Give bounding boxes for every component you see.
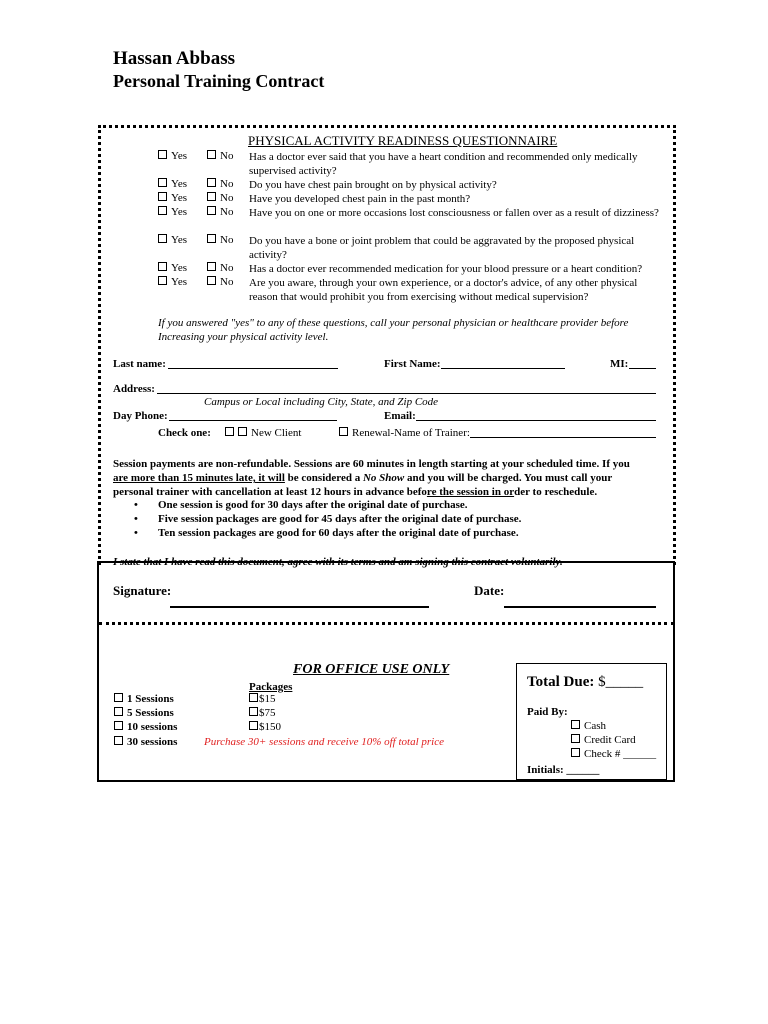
- policy-line: [113, 471, 673, 485]
- email-label: Email:: [384, 410, 416, 422]
- checkbox-icon: [207, 276, 216, 285]
- policy-text-segment: der to reschedule.: [514, 486, 598, 498]
- no-option[interactable]: [207, 178, 233, 190]
- yes-label: Yes: [171, 276, 188, 288]
- yes-label: Yes: [171, 150, 188, 162]
- yes-option[interactable]: [158, 276, 187, 288]
- checkbox-icon: [207, 262, 216, 271]
- list-item: • One session is good for 30 days after the original date of purchase.: [158, 498, 658, 512]
- frame-left-border: [98, 125, 101, 565]
- address-label: Address:: [113, 383, 155, 395]
- checkbox-icon: [339, 427, 348, 436]
- checkbox-icon: [158, 192, 167, 201]
- address-field[interactable]: [157, 393, 656, 394]
- policy-text-segment: personal trainer with cancellation at least 12 hours in advance befo: [113, 486, 427, 498]
- yes-label: Yes: [171, 192, 188, 204]
- no-label: No: [220, 192, 234, 204]
- total-due-value: $_____: [598, 674, 644, 690]
- no-label: No: [220, 276, 234, 288]
- frame-right-border: [673, 125, 676, 565]
- office-divider: [99, 622, 674, 625]
- checkbox-icon: [158, 262, 167, 271]
- signature-label: Signature:: [113, 583, 172, 598]
- yes-option[interactable]: [158, 234, 187, 246]
- checkbox-icon: [238, 427, 247, 436]
- date-label: Date:: [474, 583, 505, 598]
- yes-option[interactable]: [158, 262, 187, 274]
- total-due-label: Total Due:: [527, 674, 599, 690]
- session-label: 1 Sessions: [127, 693, 174, 705]
- mi-label: MI:: [610, 358, 629, 370]
- checkbox-icon: [571, 734, 580, 743]
- no-option[interactable]: [207, 262, 233, 274]
- price-label: $150: [259, 721, 281, 733]
- yes-option[interactable]: [158, 206, 187, 218]
- no-show-text: No Show: [362, 472, 405, 484]
- price-label: $75: [259, 707, 276, 719]
- promo-text: Purchase 30+ sessions and receive 10% off total price: [204, 736, 445, 748]
- contract-title: Personal Training Contract: [113, 71, 325, 91]
- question-text: Has a doctor ever recommended medication for your blood pressure or a heart condition?: [249, 263, 643, 275]
- policy-line: [113, 485, 673, 499]
- question-text: Have you developed chest pain in the past month?: [249, 193, 471, 205]
- agreement-statement: I state that I have read this document, agree with its terms and am signing this contract voluntarily.: [113, 556, 563, 568]
- checkbox-icon: [158, 234, 167, 243]
- checkbox-icon: [207, 192, 216, 201]
- checkbox-icon: [571, 748, 580, 757]
- price-label: $15: [259, 693, 276, 705]
- no-option[interactable]: [207, 150, 233, 162]
- session-option[interactable]: [114, 706, 174, 720]
- checkbox-icon: [207, 206, 216, 215]
- question-text: Are you aware, through your own experience, or a doctor's advice, of any other physical reason that would prohibit you from exercising without medical supervision?: [249, 277, 638, 303]
- yes-label: Yes: [171, 262, 188, 274]
- no-option[interactable]: [207, 234, 233, 246]
- checkbox-icon: [114, 707, 123, 716]
- day-phone-label: Day Phone:: [113, 410, 168, 422]
- no-option[interactable]: [207, 192, 233, 204]
- email-field[interactable]: [416, 420, 656, 421]
- owner-name: Hassan Abbass: [113, 48, 235, 69]
- total-due: [527, 674, 643, 691]
- checkbox-icon: [207, 234, 216, 243]
- policy-text-segment: be considered a: [284, 472, 363, 484]
- packages-label: Packages: [249, 681, 293, 693]
- new-client-label: New Client: [251, 427, 302, 439]
- trainer-name-field[interactable]: [470, 437, 656, 438]
- last-name-label: Last name:: [113, 358, 166, 370]
- date-field[interactable]: [504, 606, 656, 608]
- session-option[interactable]: [114, 735, 177, 749]
- payment-option-cash[interactable]: [571, 719, 606, 733]
- no-option[interactable]: [207, 276, 233, 288]
- no-label: No: [220, 150, 234, 162]
- checkbox-icon: [158, 276, 167, 285]
- policy-late-text: are more than 15 minutes late, it will: [113, 472, 285, 484]
- checkbox-icon: [158, 178, 167, 187]
- no-label: No: [220, 206, 234, 218]
- questionnaire-note: If you answered "yes" to any of these questions, call your personal physician or healthcare provider before Increasing your physical activity level.: [158, 317, 629, 343]
- first-name-label: First Name:: [384, 358, 441, 370]
- list-item: • Ten session packages are good for 60 days after the original date of purchase.: [158, 526, 658, 540]
- frame-top-border: [98, 125, 676, 128]
- last-name-field[interactable]: [168, 368, 338, 369]
- session-option[interactable]: [114, 720, 177, 734]
- renewal-label: Renewal-Name of Trainer:: [352, 427, 470, 439]
- new-client-option[interactable]: [225, 426, 301, 440]
- price-option[interactable]: [249, 692, 276, 706]
- yes-label: Yes: [171, 234, 188, 246]
- yes-option[interactable]: [158, 150, 187, 162]
- payment-label: Credit Card: [584, 734, 636, 746]
- checkbox-icon: [207, 178, 216, 187]
- checkbox-icon: [114, 721, 123, 730]
- no-label: No: [220, 178, 234, 190]
- payment-option-credit-card[interactable]: [571, 733, 636, 747]
- no-label: No: [220, 262, 234, 274]
- renewal-option[interactable]: [339, 426, 470, 440]
- list-item: • Five session packages are good for 45 days after the original date of purchase.: [158, 512, 658, 526]
- mi-field[interactable]: [629, 368, 656, 369]
- payment-option-check[interactable]: [571, 747, 656, 761]
- checkbox-icon: [249, 707, 258, 716]
- price-option[interactable]: [249, 720, 281, 734]
- no-option[interactable]: [207, 206, 233, 218]
- session-option[interactable]: [114, 692, 174, 706]
- policy-text-segment: and you will be charged. You must call your: [404, 472, 613, 484]
- yes-label: Yes: [171, 178, 188, 190]
- checkbox-icon: [207, 150, 216, 159]
- question-text: Have you on one or more occasions lost consciousness or fallen over as a result of dizziness?: [249, 207, 659, 219]
- no-label: No: [220, 234, 234, 246]
- policy-text: [113, 457, 673, 499]
- checkbox-icon: [249, 721, 258, 730]
- check-one-label: Check one:: [158, 427, 211, 439]
- yes-label: Yes: [171, 206, 188, 218]
- session-label: 5 Sessions: [127, 707, 174, 719]
- first-name-field[interactable]: [441, 368, 565, 369]
- price-option[interactable]: [249, 706, 276, 720]
- questionnaire-heading: PHYSICAL ACTIVITY READINESS QUESTIONNAIRE: [248, 133, 558, 148]
- question-text: Has a doctor ever said that you have a heart condition and recommended only medically supervised activity?: [249, 151, 638, 177]
- checkbox-icon: [114, 736, 123, 745]
- initials-field[interactable]: Initials: ______: [527, 764, 600, 776]
- checkbox-icon: [571, 720, 580, 729]
- yes-option[interactable]: [158, 178, 187, 190]
- signature-field[interactable]: [170, 606, 429, 608]
- policy-text-segment: re the session in or: [426, 486, 515, 498]
- checkbox-icon: [114, 693, 123, 702]
- validity-list: [158, 498, 658, 540]
- checkbox-icon: [249, 693, 258, 702]
- session-label: 10 sessions: [127, 721, 178, 733]
- checkbox-icon: [225, 427, 234, 436]
- payment-label: Cash: [584, 720, 606, 732]
- payment-label: Check # ______: [584, 748, 657, 760]
- address-hint: Campus or Local including City, State, and Zip Code: [204, 396, 439, 408]
- checkbox-icon: [158, 206, 167, 215]
- day-phone-field[interactable]: [169, 420, 337, 421]
- checkbox-icon: [158, 150, 167, 159]
- question-text: Do you have a bone or joint problem that could be aggravated by the proposed physical activity?: [249, 235, 635, 261]
- session-label: 30 sessions: [127, 736, 178, 748]
- yes-option[interactable]: [158, 192, 187, 204]
- office-heading: FOR OFFICE USE ONLY: [293, 662, 450, 677]
- question-text: Do you have chest pain brought on by physical activity?: [249, 179, 497, 191]
- paid-by-label: Paid By:: [527, 706, 568, 718]
- policy-line: Session payments are non-refundable. Sessions are 60 minutes in length starting at your scheduled time. If you: [113, 458, 630, 470]
